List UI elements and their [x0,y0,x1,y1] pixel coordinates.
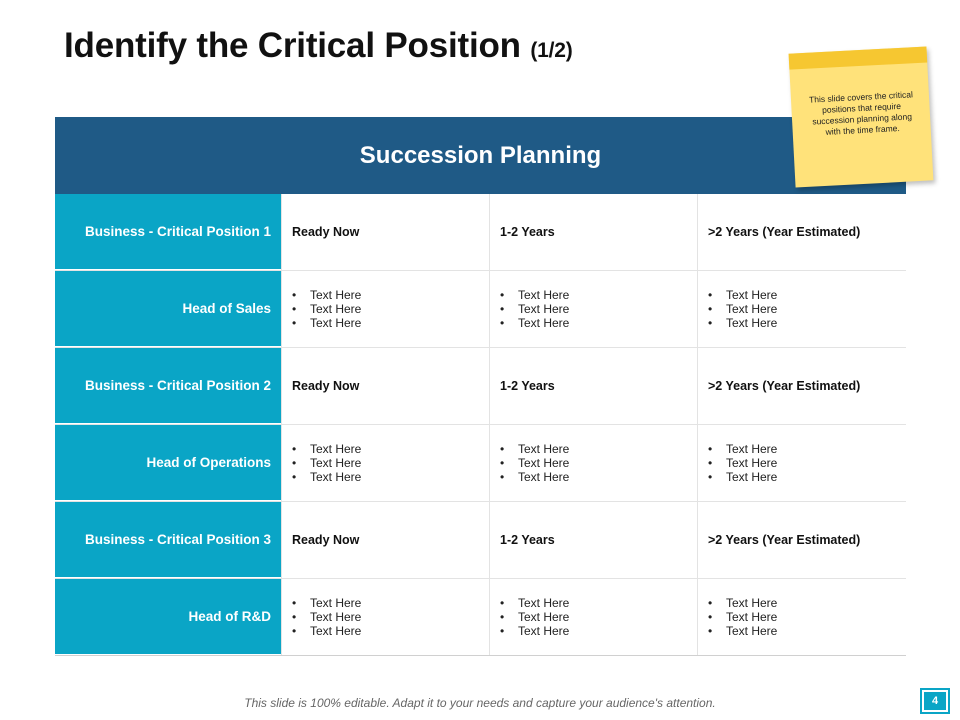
succession-table [55,194,906,656]
bullet-item: • Text Here [292,470,361,484]
bullet-item: • Text Here [500,456,569,470]
bullet-cell [489,271,697,347]
bullet-list [292,442,361,484]
table-row [55,502,906,579]
bullet-item: • Text Here [292,316,361,330]
page-number: 4 [920,688,950,714]
table-row [55,348,906,425]
sticky-note-text: This slide covers the critical positions that require succession planning along with the time frame. [808,89,914,137]
bullet-item: • Text Here [292,624,361,638]
sticky-note [789,46,934,187]
timeline-cell: Ready Now [281,348,489,424]
bullet-item: • Text Here [292,302,361,316]
bullet-list [500,596,569,638]
bullet-item: • Text Here [500,442,569,456]
bullet-list [500,288,569,330]
bullet-item: • Text Here [500,316,569,330]
bullet-item: • Text Here [708,288,777,302]
bullet-item: • Text Here [708,624,777,638]
bullet-item: • Text Here [292,288,361,302]
slide-title-main: Identify the Critical Position [64,26,521,65]
bullet-cell [489,425,697,501]
timeline-cell: 1-2 Years [489,348,697,424]
table-row [55,194,906,271]
table-row [55,425,906,502]
bullet-item: • Text Here [708,456,777,470]
bullet-item: • Text Here [500,288,569,302]
bullet-item: • Text Here [292,596,361,610]
timeline-cell: 1-2 Years [489,194,697,270]
sticky-note-band [789,46,928,69]
timeline-cell: Ready Now [281,502,489,578]
bullet-item: • Text Here [292,610,361,624]
slide-title-sub: (1/2) [530,39,573,62]
table-row [55,271,906,348]
bullet-list [500,442,569,484]
bullet-item: • Text Here [708,316,777,330]
table-row [55,579,906,656]
bullet-item: • Text Here [500,624,569,638]
timeline-cell: 1-2 Years [489,502,697,578]
bullet-cell [281,425,489,501]
bullet-cell [697,579,905,655]
timeline-cell: >2 Years (Year Estimated) [697,502,905,578]
footer-note: This slide is 100% editable. Adapt it to your needs and capture your audience's attention. [244,696,716,710]
row-label: Head of Sales [55,271,281,347]
row-label: Head of Operations [55,425,281,501]
bullet-cell [697,425,905,501]
bullet-item: • Text Here [292,442,361,456]
bullet-item: • Text Here [500,302,569,316]
row-label: Business - Critical Position 1 [55,194,281,270]
slide-title [64,26,573,66]
bullet-cell [489,579,697,655]
timeline-cell: Ready Now [281,194,489,270]
table-header: Succession Planning [55,117,906,194]
timeline-cell: >2 Years (Year Estimated) [697,194,905,270]
row-label: Business - Critical Position 2 [55,348,281,424]
bullet-list [708,596,777,638]
bullet-list [708,288,777,330]
bullet-item: • Text Here [708,596,777,610]
bullet-item: • Text Here [708,302,777,316]
bullet-list [292,596,361,638]
bullet-item: • Text Here [708,470,777,484]
bullet-cell [281,579,489,655]
bullet-item: • Text Here [708,442,777,456]
bullet-cell [281,271,489,347]
bullet-item: • Text Here [500,470,569,484]
bullet-item: • Text Here [500,610,569,624]
bullet-list [708,442,777,484]
row-label: Head of R&D [55,579,281,655]
bullet-item: • Text Here [292,456,361,470]
timeline-cell: >2 Years (Year Estimated) [697,348,905,424]
bullet-cell [697,271,905,347]
row-label: Business - Critical Position 3 [55,502,281,578]
bullet-item: • Text Here [500,596,569,610]
bullet-item: • Text Here [708,610,777,624]
bullet-list [292,288,361,330]
